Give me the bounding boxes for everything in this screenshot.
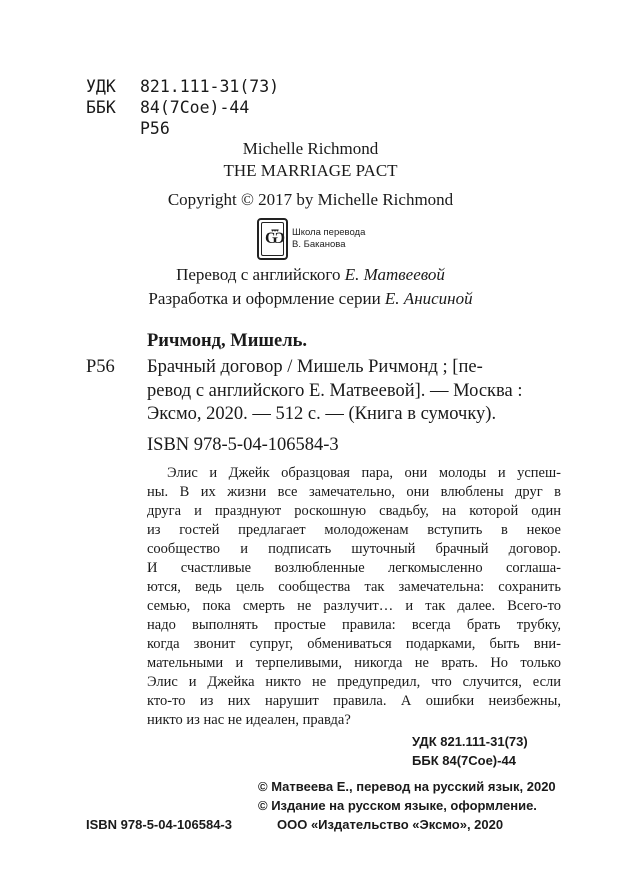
annotation-line: ются, ведь цель сообщества так замечательна: сохранить xyxy=(147,579,561,595)
copyright-translation: © Матвеева Е., перевод на русский язык, 2020 xyxy=(258,779,556,794)
record-line-2: ревод с английского Е. Матвеевой]. — Москва : xyxy=(147,381,523,401)
annotation-line: Элис и Джейка никто не предупредил, что случится, если xyxy=(147,674,561,690)
bbk-label: ББК xyxy=(86,98,116,117)
annotation-line: семью, пока смерть не разлучит… и так далее. Всего-то xyxy=(147,598,561,614)
udk-label: УДК xyxy=(86,77,116,96)
record-isbn: ISBN 978-5-04-106584-3 xyxy=(147,435,339,455)
original-title: THE MARRIAGE PACT xyxy=(223,161,398,180)
annotation-line: И счастливые возлюбленные легкомысленно соглаша- xyxy=(147,560,561,576)
original-author: Michelle Richmond xyxy=(242,139,379,158)
author-mark: Р56 xyxy=(140,119,170,138)
annotation-line: надо выполнять простые правила: всегда брать трубку, xyxy=(147,617,561,633)
footer-udk: УДК 821.111-31(73) xyxy=(412,734,528,749)
record-line-3: Эксмо, 2020. — 512 с. — (Книга в сумочку). xyxy=(147,404,497,424)
annotation-line: друга и празднуют роскошную свадьбу, на которой один xyxy=(147,503,561,519)
annotation-line: никто из нас не идеален, правда? xyxy=(147,712,351,728)
annotation-line: из гостей предлагает молодоженам вступить в некое xyxy=(147,522,561,538)
annotation-line: мательными и терпеливыми, никогда не врать. Но только xyxy=(147,655,561,671)
publisher-copyright: ООО «Издательство «Эксмо», 2020 xyxy=(277,817,504,832)
original-copyright: Copyright © 2017 by Michelle Richmond xyxy=(167,190,454,209)
udk-value: 821.111-31(73) xyxy=(140,77,280,96)
record-heading: Ричмонд, Мишель. xyxy=(147,331,308,351)
annotation-line: кто-то из них нарушит правила. А ошибки неизбежны, xyxy=(147,693,561,709)
annotation-line: когда звонит супруг, обмениваться подарками, быть вни- xyxy=(147,636,561,652)
bbk-value: 84(7Сое)-44 xyxy=(140,98,250,117)
record-line-1: Брачный договор / Мишель Ричмонд ; [пе- xyxy=(147,357,483,377)
footer-isbn: ISBN 978-5-04-106584-3 xyxy=(86,817,232,832)
translator-name: Е. Матвеевой xyxy=(344,265,445,284)
annotation-line: сообщество и подписать шуточный брачный договор. xyxy=(147,541,561,557)
logo-line-1: Школа перевода xyxy=(292,227,366,238)
copyright-edition: © Издание на русском языке, оформление. xyxy=(258,798,537,813)
record-mark: Р56 xyxy=(86,357,115,377)
translation-credit xyxy=(0,264,621,286)
design-credit xyxy=(0,288,621,310)
annotation-line: Элис и Джейк образцовая пара, они молоды и успеш- xyxy=(167,465,561,481)
footer-bbk: ББК 84(7Сое)-44 xyxy=(412,753,516,768)
design-prefix: Разработка и оформление серии xyxy=(148,289,385,308)
translation-school-logo-icon: Ѿ xyxy=(257,218,288,260)
logo-line-2: В. Баканова xyxy=(292,239,346,250)
designer-name: Е. Анисиной xyxy=(384,289,473,308)
translation-prefix: Перевод с английского xyxy=(176,265,345,284)
annotation-line: ны. В их жизни все замечательно, они влюблены друг в xyxy=(147,484,561,500)
